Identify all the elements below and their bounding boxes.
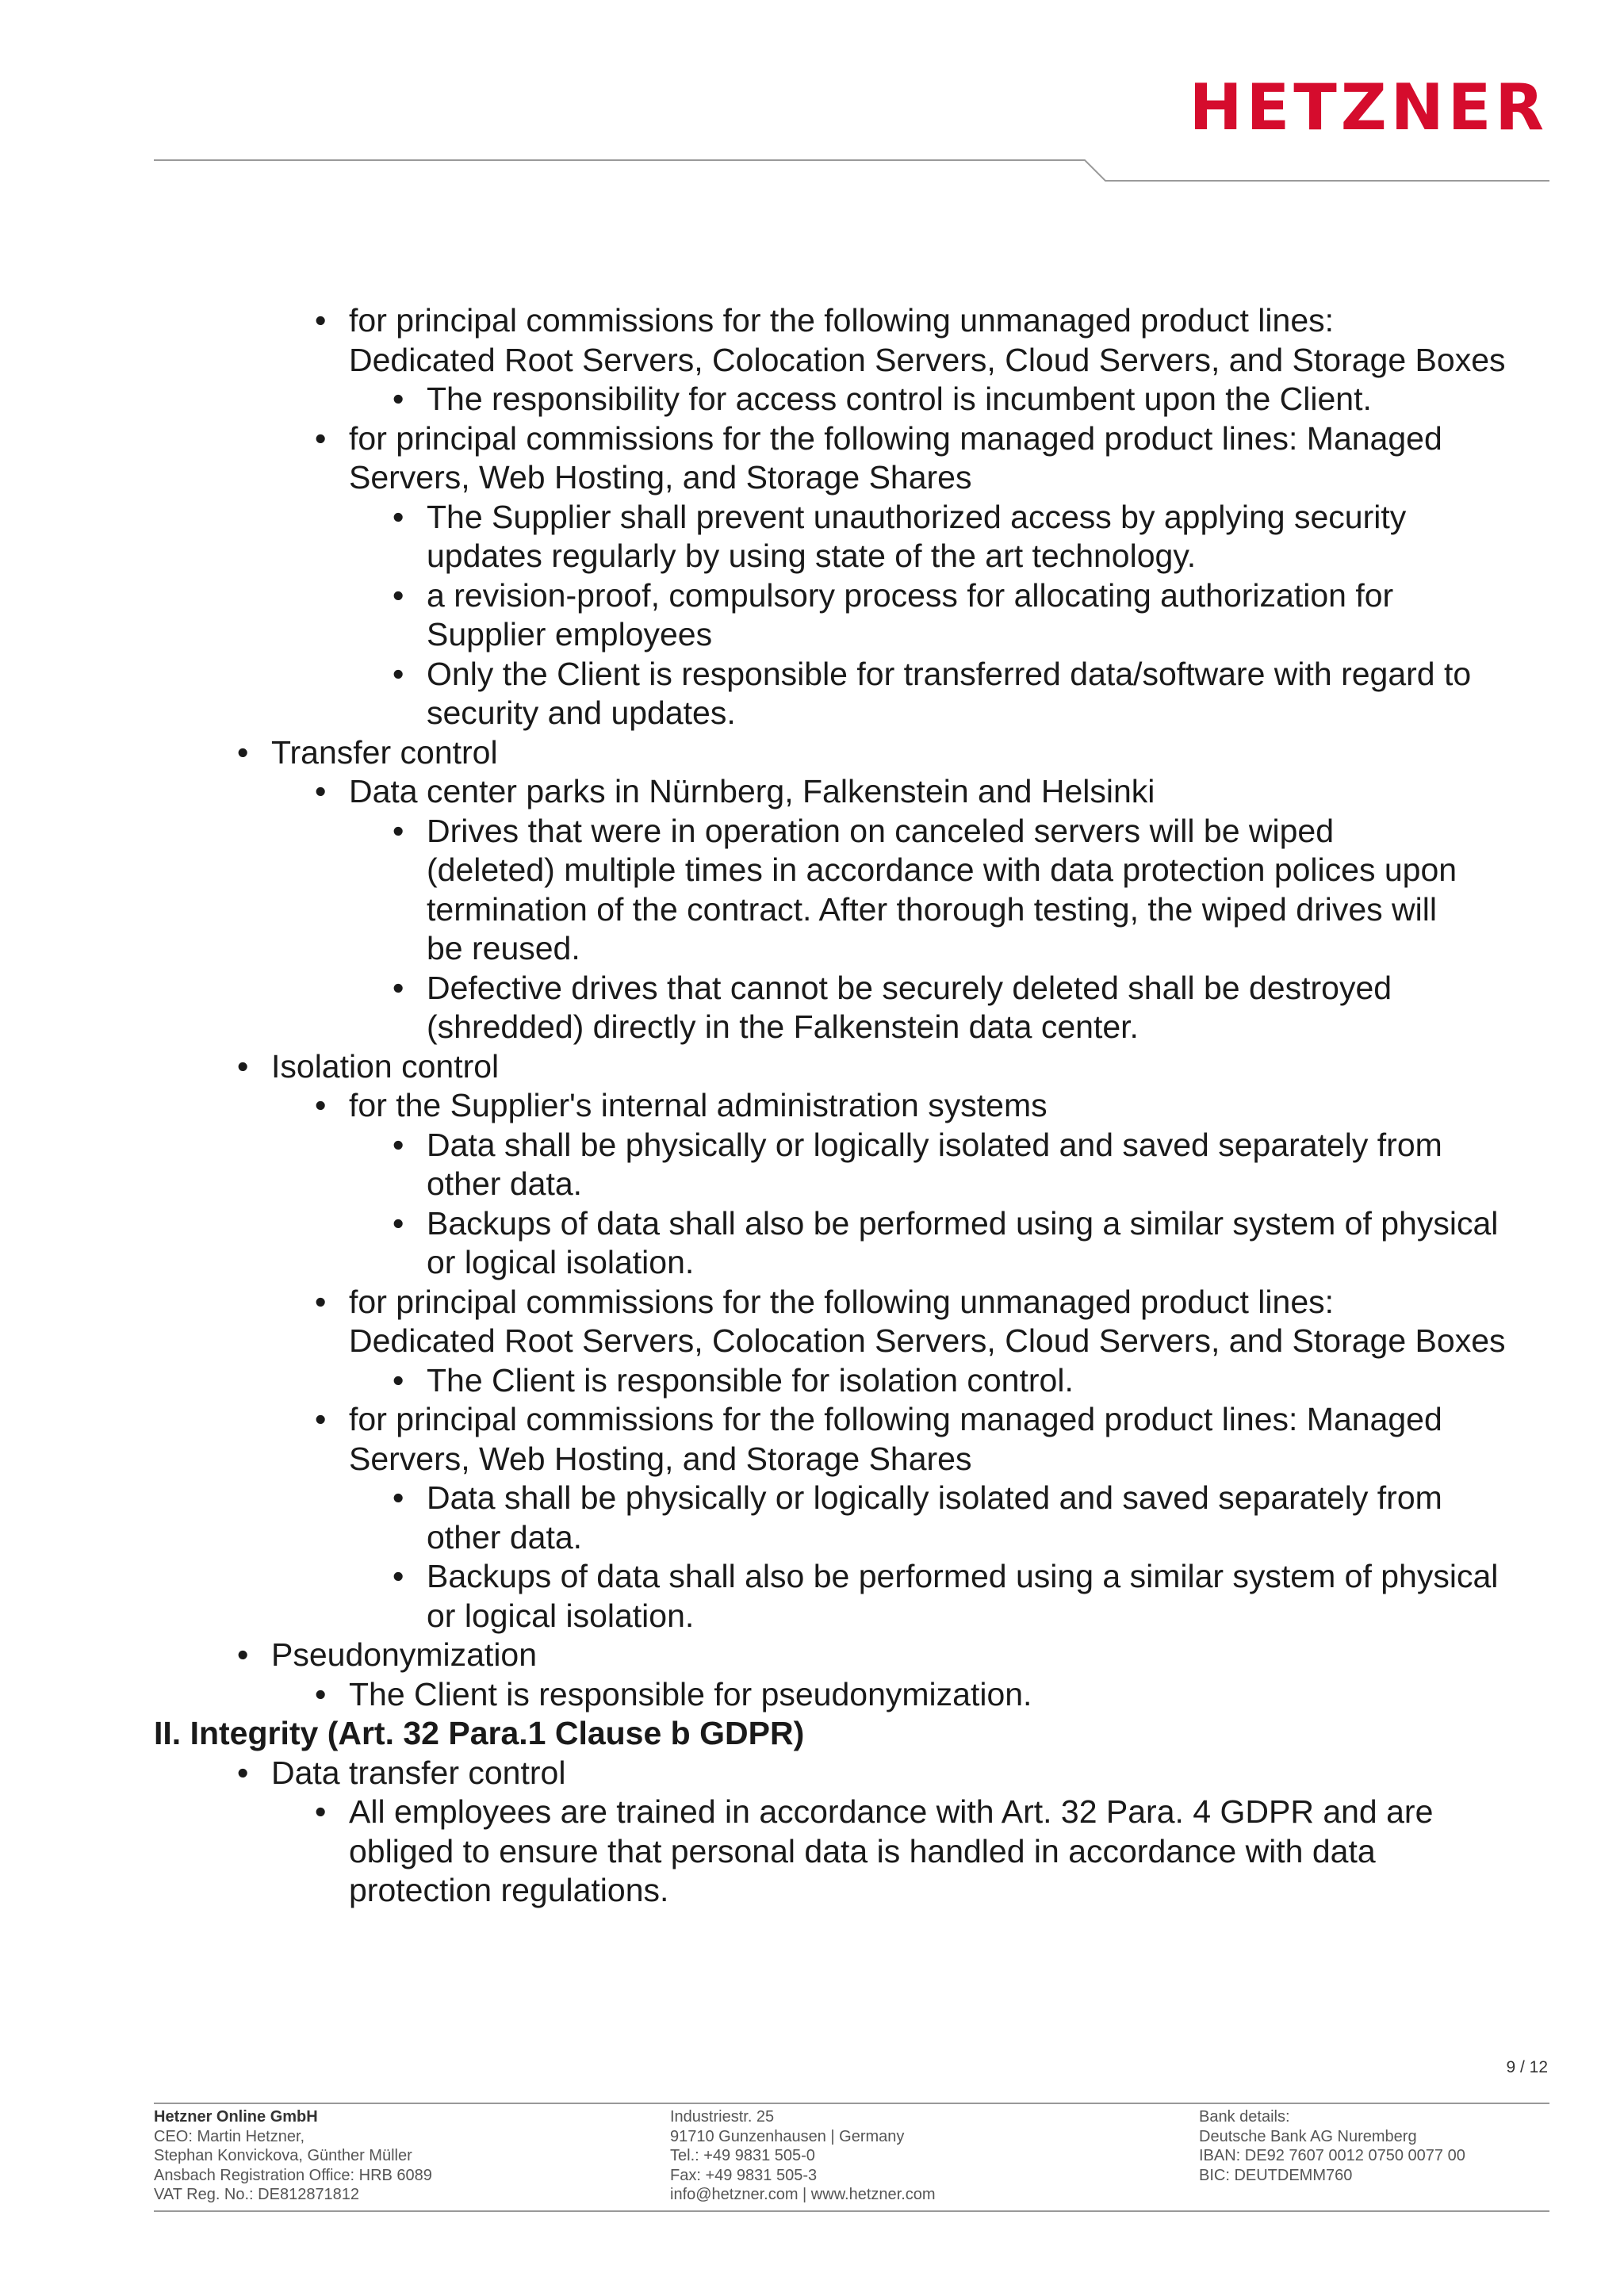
footer-fax: Fax: +49 9831 505-3: [670, 2166, 818, 2184]
list-item: • for principal commissions for the following unmanaged product lines:: [349, 1283, 1549, 1322]
list-item: • The Client is responsible for pseudonymization.: [349, 1675, 1549, 1715]
list-item: • The responsibility for access control is incumbent upon the Client.: [427, 380, 1549, 419]
list-item: • Isolation control: [271, 1047, 1549, 1087]
footer-iban: IBAN: DE92 7607 0012 0750 0077 00: [1199, 2147, 1465, 2164]
footer-vat: VAT Reg. No.: DE812871812: [154, 2186, 360, 2203]
document-body: [154, 301, 1549, 1911]
footer-ceo: CEO: Martin Hetzner,: [154, 2127, 305, 2145]
footer-rule-bottom: [154, 2210, 1549, 2212]
list-item: • Defective drives that cannot be securely deleted shall be destroyed: [427, 969, 1549, 1008]
list-item-continuation: or logical isolation.: [427, 1597, 695, 1634]
list-item-continuation: termination of the contract. After thorough testing, the wiped drives will: [427, 890, 1437, 928]
footer-registration: Ansbach Registration Office: HRB 6089: [154, 2166, 432, 2184]
list-item: • The Supplier shall prevent unauthorized access by applying security: [427, 498, 1549, 538]
list-item: • Backups of data shall also be performed using a similar system of physical: [427, 1204, 1549, 1244]
footer-street: Industriestr. 25: [670, 2108, 775, 2126]
company-name: Hetzner Online GmbH: [154, 2108, 318, 2126]
list-item-continuation: (shredded) directly in the Falkenstein data center.: [427, 1008, 1139, 1045]
header-rule: [0, 0, 1624, 190]
list-item-continuation: obliged to ensure that personal data is handled in accordance with data: [349, 1832, 1376, 1869]
list-item-continuation: security and updates.: [427, 695, 736, 731]
list-item-continuation: be reused.: [427, 930, 580, 966]
list-item-continuation: Supplier employees: [427, 616, 713, 652]
list-item-continuation: Servers, Web Hosting, and Storage Shares: [349, 459, 972, 496]
list-item: • for principal commissions for the following managed product lines: Managed: [349, 1400, 1549, 1440]
footer-tel: Tel.: +49 9831 505-0: [670, 2147, 815, 2164]
footer-bank-name: Deutsche Bank AG Nuremberg: [1199, 2127, 1417, 2145]
list-item-continuation: other data.: [427, 1518, 583, 1556]
footer-contact: info@hetzner.com | www.hetzner.com: [670, 2186, 936, 2203]
list-item-continuation: Servers, Web Hosting, and Storage Shares: [349, 1440, 972, 1477]
list-item-continuation: (deleted) multiple times in accordance with data protection polices upon: [427, 851, 1457, 888]
list-item: • for the Supplier's internal administration systems: [349, 1086, 1549, 1126]
footer-bic: BIC: DEUTDEMM760: [1199, 2166, 1353, 2184]
footer-bank-label: Bank details:: [1199, 2108, 1290, 2126]
list-item-continuation: Dedicated Root Servers, Colocation Servers, Cloud Servers, and Storage Boxes: [349, 341, 1506, 378]
list-item-continuation: or logical isolation.: [427, 1244, 695, 1280]
list-item: • Data shall be physically or logically isolated and saved separately from: [427, 1126, 1549, 1165]
section-heading: II. Integrity (Art. 32 Para.1 Clause b GDPR): [154, 1715, 805, 1751]
page-number: 9 / 12: [1506, 2058, 1548, 2076]
list-item: • for principal commissions for the following unmanaged product lines:: [349, 301, 1549, 341]
footer-city: 91710 Gunzenhausen | Germany: [670, 2127, 905, 2145]
footer-company: [154, 2107, 432, 2205]
list-item: • Only the Client is responsible for transferred data/software with regard to: [427, 655, 1549, 695]
list-item: • Data center parks in Nürnberg, Falkenstein and Helsinki: [349, 772, 1549, 812]
list-item: • Data transfer control: [271, 1754, 1549, 1793]
list-item-continuation: protection regulations.: [349, 1872, 669, 1908]
footer-rule-top: [154, 2103, 1549, 2104]
list-item: • Transfer control: [271, 733, 1549, 773]
hetzner-logo: HETZNER: [1189, 71, 1548, 144]
footer-ceo-names: Stephan Konvickova, Günther Müller: [154, 2147, 412, 2164]
list-item: • for principal commissions for the following managed product lines: Managed: [349, 419, 1549, 459]
list-item: • All employees are trained in accordance with Art. 32 Para. 4 GDPR and are: [349, 1793, 1549, 1832]
list-item-continuation: Dedicated Root Servers, Colocation Servers, Cloud Servers, and Storage Boxes: [349, 1322, 1506, 1359]
list-item-continuation: updates regularly by using state of the art technology.: [427, 538, 1197, 574]
list-item: • Pseudonymization: [271, 1636, 1549, 1675]
list-item-continuation: other data.: [427, 1165, 583, 1202]
list-item: • The Client is responsible for isolation control.: [427, 1361, 1549, 1401]
list-item: • a revision-proof, compulsory process for allocating authorization for: [427, 576, 1549, 616]
list-item: • Data shall be physically or logically isolated and saved separately from: [427, 1479, 1549, 1518]
footer-address: [670, 2107, 936, 2205]
list-item: • Drives that were in operation on canceled servers will be wiped: [427, 812, 1549, 851]
footer-bank: [1199, 2107, 1465, 2185]
list-item: • Backups of data shall also be performed using a similar system of physical: [427, 1557, 1549, 1597]
